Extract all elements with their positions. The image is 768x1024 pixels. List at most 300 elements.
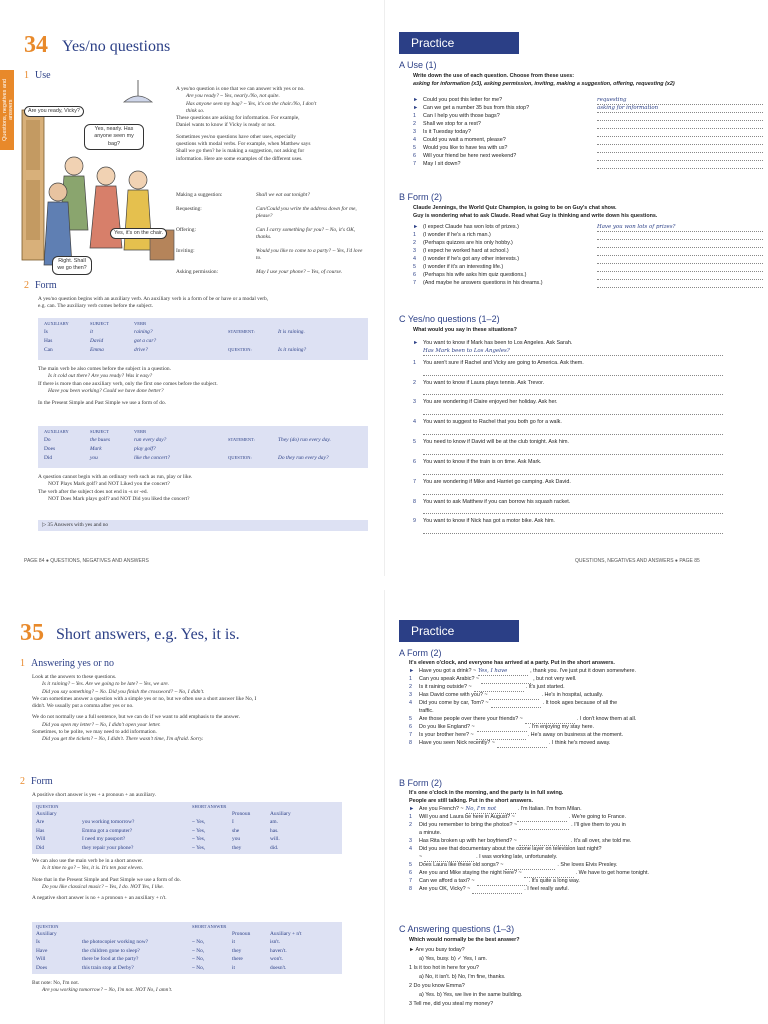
item-number: 2 xyxy=(409,684,412,691)
answer-field[interactable] xyxy=(423,368,723,376)
table-cell: she xyxy=(232,827,240,834)
table-cell: ~ No, xyxy=(192,964,205,971)
exercise-item xyxy=(413,419,763,427)
answer-field[interactable] xyxy=(597,248,763,256)
item-question: You want to know if Laura plays tennis. Ask Trevor. xyxy=(423,379,545,386)
item-question: (I wonder if he's a rich man.) xyxy=(423,232,491,239)
choice-line[interactable]: a) No, it isn't. b) No, I'm fine, thanks. xyxy=(419,974,506,980)
table-header: QUESTION xyxy=(36,804,59,809)
item-continuation: . I think he's moved away. xyxy=(548,740,611,746)
answer-field[interactable] xyxy=(477,878,527,886)
table-cell: the children gone to sleep? xyxy=(82,947,140,954)
exercise-item xyxy=(409,862,764,870)
practice34-page xyxy=(384,0,768,576)
item-question: You want to know if the train is on time. Ask Mark. xyxy=(423,458,542,465)
table-cell: won't. xyxy=(270,956,284,962)
cross-reference: ▷ 35 Answers with yes and no xyxy=(38,520,368,531)
column-header: Auxiliary + n't xyxy=(270,931,302,937)
table-cell: Is xyxy=(36,939,40,945)
item-number: ► xyxy=(413,105,419,112)
table-cell: will. xyxy=(270,836,280,842)
exercise-item xyxy=(413,113,763,121)
table-cell: you xyxy=(232,836,241,842)
exercise-item xyxy=(413,459,763,467)
answer-field[interactable] xyxy=(423,407,723,415)
item-question: May I sit down? xyxy=(423,161,461,168)
speech-bubble: Yes, it's on the chair. xyxy=(110,228,167,239)
table-cell: did. xyxy=(270,844,279,851)
item-number: 1 xyxy=(409,676,412,683)
choice-line[interactable]: a) Yes, busy. b) ✓ Yes, I am. xyxy=(419,956,487,962)
column-header: Pronoun xyxy=(232,931,251,937)
table-cell: Are xyxy=(36,819,45,825)
page-footer: QUESTIONS, NEGATIVES AND ANSWERS ● PAGE 85 xyxy=(575,558,700,564)
item-question: You are wondering if Mike and Harriet go camping. Ask David. xyxy=(423,478,571,485)
item-question: (And maybe he answers questions in his dreams.) xyxy=(423,280,543,287)
exercise-item xyxy=(409,830,764,838)
form-intro: A positive short answer is yes + a pronoun + an auxiliary. xyxy=(32,792,157,798)
table-cell: isn't. xyxy=(270,939,281,945)
item-question: Is your brother here? ~ xyxy=(419,732,474,738)
speech-bubble: Right. Shall we go then? xyxy=(52,256,92,275)
item-number: 2 xyxy=(413,121,416,128)
item-question: (I wonder if he's got any other interests.) xyxy=(423,256,520,263)
item-number: 1 xyxy=(413,113,416,120)
exercise-item xyxy=(413,224,763,232)
answer-field[interactable] xyxy=(597,272,763,280)
item-number: 5 xyxy=(409,716,412,722)
item-question: Is it raining outside? ~ xyxy=(419,684,472,691)
exercise-c-heading: C Yes/no questions (1–2) xyxy=(399,314,500,324)
item-question: (Perhaps quizzes are his only hobby.) xyxy=(423,240,513,247)
answer-field[interactable] xyxy=(491,700,541,708)
item-question: Are those people over there your friends? ~ xyxy=(419,716,523,722)
table-cell: ~ Yes, xyxy=(192,827,206,834)
item-question: Has Rita broken up with her boyfriend? ~ xyxy=(419,838,517,844)
table-cell: you working tomorrow? xyxy=(82,819,135,825)
answer-field[interactable] xyxy=(423,447,723,455)
table-cell: Does xyxy=(36,964,48,971)
item-number: ► xyxy=(413,340,419,346)
exercise-item xyxy=(413,105,763,113)
exercise-item xyxy=(413,256,763,264)
practice-banner: Practice xyxy=(399,620,519,642)
item-continuation: . We have to get home tonight. xyxy=(575,869,649,876)
answer-field[interactable] xyxy=(505,862,555,870)
answer-field[interactable]: No, I'm not xyxy=(466,806,516,814)
answer-field[interactable] xyxy=(472,886,522,894)
column-header: Auxiliary xyxy=(36,931,57,937)
exercise-item xyxy=(409,854,764,862)
exercise-c-items xyxy=(409,946,764,1009)
exercise-b-items xyxy=(413,224,763,288)
exercise-b-heading: B Form (2) xyxy=(399,192,443,202)
item-continuation: . I'm Italian. I'm from Milan. xyxy=(517,806,582,813)
item-question: Can I help you with those bags? xyxy=(423,113,500,120)
answer-field[interactable] xyxy=(481,676,531,684)
exercise-item xyxy=(409,708,764,716)
exercise-a: It's eleven o'clock, and everyone has arrived at a party. Put in the short answers. xyxy=(409,660,615,666)
item-continuation: . I don't know them at all. xyxy=(576,716,637,722)
item-continuation: . It took ages because of all the xyxy=(542,700,618,707)
end-text: But note: No, I'm not. Are you working tomorrow? ~ No, I'm not. NOT No, I amn't. xyxy=(32,980,173,994)
table-cell: ~ No, xyxy=(192,956,205,962)
exercise-a-heading: A Form (2) xyxy=(399,648,442,658)
practice35-page xyxy=(384,590,768,1024)
exercise-item xyxy=(409,724,764,732)
table-cell: Have xyxy=(36,947,48,954)
answer-field[interactable] xyxy=(517,814,567,822)
item-continuation: . He's away on business at the moment. xyxy=(527,732,624,738)
choice-line: 2 Do you know Emma? xyxy=(409,983,465,989)
item-number: ► xyxy=(409,806,415,813)
answer-field[interactable] xyxy=(597,232,763,240)
column-header: Pronoun xyxy=(232,811,251,817)
item-continuation: . It's just started. xyxy=(525,684,565,691)
item-number: 2 xyxy=(413,379,416,386)
exercise-item xyxy=(409,838,764,846)
exercise-item xyxy=(409,676,764,684)
item-continuation: . She loves Elvis Presley. xyxy=(557,861,618,868)
mid-text: We can also use the main verb be in a short answer. Is it time to go? ~ Yes, it is. It's ten past eleven. Note that in the Present Simple and Past Simple we use a form of do. Do you like classical music? ~ Yes, I do. NOT Yes, I like. A negative short answer is no + a pronoun + an auxiliary + n't. xyxy=(32,858,181,902)
answer-field[interactable] xyxy=(423,506,723,514)
answer-field[interactable] xyxy=(597,145,763,153)
item-number: 3 xyxy=(409,692,412,699)
table-cell: Will xyxy=(36,836,46,842)
page-footer: PAGE 84 ● QUESTIONS, NEGATIVES AND ANSWERS xyxy=(24,558,149,564)
item-number: 8 xyxy=(409,885,412,892)
item-question: Are you OK, Vicky? ~ xyxy=(419,885,471,892)
table-cell: it xyxy=(232,939,235,945)
form-table-2: AUXILIARY SUBJECT VERB Do the buses run every day? Does Mark play golf? Did you like the concert? STATEMENT: They (do) run every day. QUESTION: Do they run every day? xyxy=(38,426,368,468)
section-2-heading: 2 Form xyxy=(20,776,53,787)
item-question: ~ xyxy=(419,853,423,860)
exercise-item xyxy=(409,886,764,894)
item-number: 7 xyxy=(409,877,412,884)
item-question: You need to know if David will be at the club tonight. Ask him. xyxy=(423,439,570,446)
table-cell: I need my passport? xyxy=(82,836,126,842)
item-number: 3 xyxy=(409,838,412,844)
item-continuation: . I feel really awful. xyxy=(524,885,569,892)
answer-field[interactable] xyxy=(597,121,763,129)
answer-field[interactable] xyxy=(423,487,723,495)
exercise-item xyxy=(413,499,763,507)
item-question: Do you like England? ~ xyxy=(419,724,475,730)
table-header: QUESTION xyxy=(36,924,59,929)
answer-field[interactable] xyxy=(423,387,723,395)
unit34-page xyxy=(0,0,384,576)
answer-field[interactable]: asking for information xyxy=(597,105,763,113)
item-number: 6 xyxy=(409,869,412,876)
item-number: 7 xyxy=(409,732,412,738)
exercise-item xyxy=(409,692,764,700)
table-cell: Has xyxy=(36,827,45,834)
table-cell: I xyxy=(232,819,234,825)
item-number: 5 xyxy=(413,145,416,152)
item-continuation: . He's in hospital, actually. xyxy=(541,692,604,699)
item-number: 4 xyxy=(413,256,416,263)
table-cell: there be food at the party? xyxy=(82,956,139,962)
table-cell: ~ Yes, xyxy=(192,844,206,851)
item-question: Did you see that documentary about the ozone layer on television last night? xyxy=(419,845,602,852)
exercise-c: Which would normally be the best answer? xyxy=(409,937,520,943)
item-question: traffic. xyxy=(419,708,434,714)
item-continuation: , thank you. I've just put it down somewhere. xyxy=(530,668,636,675)
item-number: 1 xyxy=(413,359,416,366)
item-question: Can we afford a taxi? ~ xyxy=(419,877,475,884)
answer-field[interactable] xyxy=(519,822,569,830)
item-question: Can we get a number 35 bus from this stop? xyxy=(423,105,530,112)
table-cell: Did xyxy=(36,844,45,851)
item-question: (I wonder if it's an interesting life.) xyxy=(423,264,504,271)
section-1-heading: 1 Answering yes or no xyxy=(20,658,115,669)
answer-field[interactable]: Has Mark been to Los Angeles? xyxy=(423,348,723,356)
answer-field[interactable]: Yes, I have xyxy=(478,668,528,676)
exercise-item xyxy=(413,232,763,240)
answer-field[interactable] xyxy=(497,740,547,748)
exercise-item xyxy=(413,121,763,129)
unit-title: Short answers, e.g. Yes, it is. xyxy=(56,626,240,643)
table-cell: the photocopier working now? xyxy=(82,939,149,945)
item-question: Can you speak Arabic? ~ xyxy=(419,676,480,683)
answer-field[interactable] xyxy=(423,427,723,435)
item-question: Are you French? ~ xyxy=(419,806,464,813)
exercise-item xyxy=(409,846,764,854)
item-number: 3 xyxy=(413,248,416,255)
item-continuation: . It's all over, she told me. xyxy=(570,838,632,844)
column-header: Auxiliary xyxy=(270,811,291,817)
answer-field[interactable] xyxy=(597,161,763,169)
item-number: 8 xyxy=(409,740,412,746)
item-continuation: . It's quite a long way. xyxy=(528,877,580,884)
exercise-item xyxy=(409,700,764,708)
use-text: A yes/no question is one that we can answer with yes or no. Are you ready? ~ Yes, nearly./No, not quite. Has anyone seen my bag? ~ Yes, it's on the chair./No, I don't think so. These questions are asking for information. For example, Daniel wants to know if Vicky is ready or not. Sometimes yes/no questions have other uses, especially questions with modal verbs. For example, when Matthew says Shall we go then? he is making a suggestion, not asking for information. Here are some examples of the different uses. xyxy=(176,86,317,162)
item-question: (Perhaps his wife asks him quiz questions.) xyxy=(423,272,527,279)
exercise-c: What would you say in these situations? xyxy=(413,327,517,333)
answer-field[interactable] xyxy=(477,724,527,732)
answer-field[interactable] xyxy=(597,280,763,288)
item-question: Does Laura like these old songs? ~ xyxy=(419,861,504,868)
item-question: You are wondering if Claire enjoyed her holiday. Ask her. xyxy=(423,399,558,406)
item-question: You want to know if Mark has been to Los Angeles. Ask Sarah. xyxy=(423,340,573,346)
choice-line: 1 Is it too hot in here for you? xyxy=(409,965,479,971)
exercise-item xyxy=(413,280,763,288)
item-number: 7 xyxy=(413,280,416,287)
exercise-c-heading: C Answering questions (1–3) xyxy=(399,924,515,934)
speech-bubble: Yes, nearly. Has anyone seen my bag? xyxy=(84,124,144,150)
item-number: 8 xyxy=(413,498,416,505)
exercise-item xyxy=(409,870,764,878)
unit-number: 35 xyxy=(20,620,44,646)
table-cell: this train stop at Derby? xyxy=(82,964,134,971)
exercise-a-items xyxy=(413,97,763,169)
exercise-item xyxy=(413,264,763,272)
item-number: 9 xyxy=(413,518,416,525)
mid-text: The main verb be also comes before the subject in a question. Is it cold out there? Are you ready? Was it easy? If there is more than one auxiliary verb, only the first one comes before the subject. Have you been working? Could we have done better? In the Present Simple and Past Simple we use a form of do. xyxy=(38,366,218,407)
exercise-item xyxy=(413,518,763,526)
answer-field[interactable] xyxy=(423,467,723,475)
item-question: Shall we stop for a rest? xyxy=(423,121,481,128)
item-number: 4 xyxy=(413,137,416,144)
exercise-item xyxy=(413,439,763,447)
item-number: ► xyxy=(409,668,415,675)
item-number: 4 xyxy=(409,700,412,707)
item-question: Did you come by car, Tom? ~ xyxy=(419,700,489,707)
item-number: ► xyxy=(413,97,419,104)
answer-field[interactable] xyxy=(524,870,574,878)
item-question: You want to ask Matthew if you can borrow his squash racket. xyxy=(423,498,571,505)
exercise-item xyxy=(413,137,763,145)
exercise-item xyxy=(413,479,763,487)
table-cell: haven't. xyxy=(270,947,287,954)
item-question: You aren't sure if Rachel and Vicky are going to America. Ask them. xyxy=(423,359,584,366)
answer-field[interactable] xyxy=(597,129,763,137)
item-number: 6 xyxy=(409,724,412,730)
item-question: Have you got a drink? ~ xyxy=(419,668,477,675)
table-cell: there xyxy=(232,956,243,962)
item-number: 2 xyxy=(413,240,416,247)
item-question: Will your friend be here next weekend? xyxy=(423,153,517,160)
item-continuation: . I'll give them to you in xyxy=(571,822,626,829)
item-question: You want to suggest to Rachel that you both go for a walk. xyxy=(423,419,562,426)
item-number: 6 xyxy=(413,272,416,279)
exercise-item xyxy=(413,399,763,407)
item-number: 5 xyxy=(409,861,412,868)
choice-line: 3 Tell me, did you steal my money? xyxy=(409,1001,494,1007)
item-question: Are you and Mike staying the night here? ~ xyxy=(419,869,522,876)
item-number: 1 xyxy=(409,814,412,821)
exercise-item xyxy=(413,97,763,105)
answer-field[interactable]: Have you won lots of prizes? xyxy=(597,224,763,232)
item-question: Have you seen Nick recently? ~ xyxy=(419,740,495,746)
item-number: 4 xyxy=(409,845,412,852)
answer-field[interactable] xyxy=(597,113,763,121)
exercise-item xyxy=(413,340,763,348)
exercise-item xyxy=(413,129,763,137)
end-text: A question cannot begin with an ordinary verb such as run, play or like. NOT Plays Mark golf? and NOT Liked you the concert? The verb after the subject does not end in -s or -ed. NOT Does Mark plays golf? and NOT Did you liked the concert? xyxy=(38,474,193,502)
item-question: a minute. xyxy=(419,830,442,836)
table-cell: ~ Yes, xyxy=(192,836,206,842)
side-tab: Questions, negatives and answers xyxy=(0,70,14,150)
answer-field[interactable] xyxy=(597,137,763,145)
exercise-item xyxy=(409,716,764,724)
exercise-b: Claude Jennings, the World Quiz Champion, is going to be on Guy's chat show. Guy is wondering what to ask Claude. Read what Guy is thinking and write down his questions. xyxy=(413,205,658,219)
table-cell: ~ No, xyxy=(192,947,205,954)
item-question: Could you post this letter for me? xyxy=(423,97,503,104)
exercise-a-heading: A Use (1) xyxy=(399,60,437,70)
answer-field[interactable] xyxy=(597,153,763,161)
exercise-item xyxy=(413,161,763,169)
item-continuation: . I was working late, unfortunately. xyxy=(476,853,558,860)
exercise-item xyxy=(413,272,763,280)
item-question: (I expect he worked hard at school.) xyxy=(423,248,509,255)
exercise-item xyxy=(409,806,764,814)
form-text: A yes/no question begins with an auxiliary verb. An auxiliary verb is a form of be or have or a modal verb, e.g. can. The auxiliary verb comes before the subject. xyxy=(38,296,269,310)
table-cell: they xyxy=(232,844,242,851)
practice-banner: Practice xyxy=(399,32,519,54)
exercise-item xyxy=(413,360,763,368)
section-1-heading: 1 Use xyxy=(24,70,51,81)
item-number: 6 xyxy=(413,153,416,160)
item-number: 7 xyxy=(413,161,416,168)
item-question: Did you remember to bring the photos? ~ xyxy=(419,822,518,829)
answer-field[interactable] xyxy=(474,684,524,692)
item-question: Is it Tuesday today? xyxy=(423,129,471,136)
answer-field[interactable] xyxy=(423,526,723,534)
table-cell: they xyxy=(232,947,242,954)
unit-title: Yes/no questions xyxy=(62,38,171,55)
exercise-item xyxy=(409,878,764,886)
answer-field[interactable] xyxy=(476,732,526,740)
item-number: 1 xyxy=(413,232,416,239)
exercise-b-heading: B Form (2) xyxy=(399,778,443,788)
answer-field[interactable]: requesting xyxy=(597,97,763,105)
item-question: You want to know if Nick has got a motor bike. Ask him. xyxy=(423,518,555,525)
exercise-a-items xyxy=(409,668,764,748)
item-number: 2 xyxy=(409,822,412,829)
item-question: Would you like to have tea with us? xyxy=(423,145,508,152)
answer-field[interactable] xyxy=(519,838,569,846)
item-number: 7 xyxy=(413,478,416,485)
table-header: SHORT ANSWER xyxy=(192,804,227,809)
choice-line: ► Are you busy today? xyxy=(409,947,465,953)
form-table-1: AUXILIARY SUBJECT VERB Is it raining? Has David got a car? Can Emma drive? STATEMENT: It is raining. QUESTION: Is it raining? xyxy=(38,318,368,360)
answer-field[interactable] xyxy=(489,692,539,700)
item-question: Could you wait a moment, please? xyxy=(423,137,506,144)
item-number: 4 xyxy=(413,419,416,426)
exercise-a: Write down the use of each question. Choose from these uses: asking for information (x3), asking permission, inviting, making a suggestion, offering, requesting (x2) xyxy=(413,73,675,87)
column-header: Auxiliary xyxy=(36,811,57,817)
table-cell: they repair your phone? xyxy=(82,844,134,851)
answer-field[interactable] xyxy=(597,256,763,264)
short-answer-table-1 xyxy=(32,802,342,854)
unit-number: 34 xyxy=(24,32,48,58)
item-continuation: . I'm enjoying my stay here. xyxy=(528,724,595,730)
item-continuation: , but not very well. xyxy=(533,676,577,683)
item-continuation: . We're going to France. xyxy=(568,814,627,821)
exercise-item xyxy=(413,153,763,161)
table-cell: Emma got a computer? xyxy=(82,827,133,834)
exercise-b: It's one o'clock in the morning, and the party is in full swing. People are still talking. Put in the short answers. xyxy=(409,790,564,804)
exercise-item xyxy=(413,380,763,388)
exercise-item xyxy=(409,732,764,740)
item-question: (I expect Claude has won lots of prizes.) xyxy=(423,224,519,231)
answer-field[interactable] xyxy=(525,716,575,724)
answer-field[interactable] xyxy=(424,854,474,862)
item-number: 3 xyxy=(413,399,416,406)
short-answer-table-2 xyxy=(32,922,342,974)
choice-line[interactable]: a) Yes. b) Yes, we live in the same building. xyxy=(419,992,523,998)
speech-bubble: Are you ready, Vicky? xyxy=(24,106,84,117)
section-2-heading: 2 Form xyxy=(24,280,57,291)
exercise-item xyxy=(409,814,764,822)
answer-field[interactable] xyxy=(597,264,763,272)
exercise-item xyxy=(413,145,763,153)
exercise-item xyxy=(409,740,764,748)
table-cell: am. xyxy=(270,819,278,825)
exercise-c-items xyxy=(413,340,763,538)
answer-field[interactable] xyxy=(597,240,763,248)
exercise-item xyxy=(413,240,763,248)
exercise-item xyxy=(409,684,764,692)
table-cell: doesn't. xyxy=(270,964,287,971)
item-number: 3 xyxy=(413,129,416,136)
table-cell: it xyxy=(232,964,235,971)
table-cell: ~ Yes, xyxy=(192,819,206,825)
item-number: 5 xyxy=(413,439,416,446)
exercise-item xyxy=(409,822,764,830)
table-cell: Will xyxy=(36,956,46,962)
